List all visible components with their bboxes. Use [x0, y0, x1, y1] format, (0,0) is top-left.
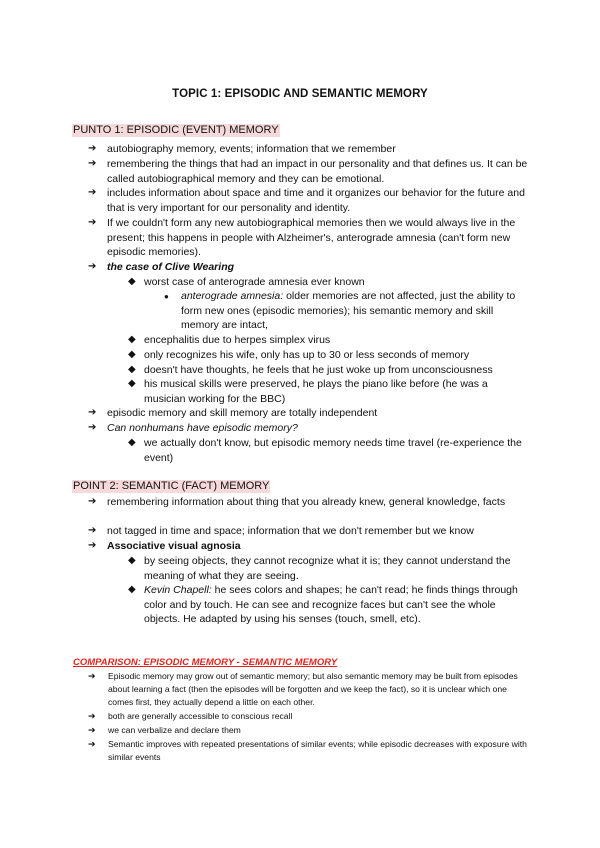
list-item: ● anterograde amnesia: older memories are not affected, just the ability to form new ones (episodic memories); his semantic memory and skill memory are intact,	[164, 290, 516, 332]
bullet-icon: ●	[164, 292, 169, 301]
diamond-icon: ◆	[128, 584, 136, 595]
section2-heading: POINT 2: SEMANTIC (FACT) MEMORY	[73, 480, 270, 492]
list-item: ➔ not tagged in time and space; information that we don't remember but we know	[88, 525, 474, 537]
list-item: ➔ we can verbalize and declare them	[88, 725, 241, 735]
arrow-icon: ➔	[88, 496, 97, 507]
section1-heading: PUNTO 1: EPISODIC (EVENT) MEMORY	[73, 124, 279, 136]
arrow-icon: ➔	[88, 540, 97, 551]
arrow-icon: ➔	[88, 407, 97, 418]
list-item: ◆ we actually don't know, but episodic memory needs time travel (re-experience the event)	[128, 437, 522, 464]
list-item: ◆ doesn't have thoughts, he feels that he just woke up from unconsciousness	[128, 364, 493, 376]
list-item: ➔ episodic memory and skill memory are totally independent	[88, 407, 378, 419]
list-item: ◆ encephalitis due to herpes simplex virus	[128, 334, 331, 346]
list-item: ➔ Episodic memory may grow out of semantic memory; but also semantic memory may be built from episodes about learning a fact (then the episodes will be forgotten and we keep the fact), so it is unclear which one comes first, they actually depend a little on each other.	[88, 671, 518, 707]
list-item: ➔ Associative visual agnosia	[88, 540, 241, 552]
list-item: ➔ remembering the things that had an impact in our personality and that defines us. It can be called autobiographical memory and they can be emotional.	[88, 158, 528, 185]
arrow-icon: ➔	[88, 525, 97, 536]
comparison-heading: COMPARISON: EPISODIC MEMORY - SEMANTIC MEMORY	[73, 657, 338, 668]
arrow-icon: ➔	[88, 261, 97, 272]
list-item: ◆ his musical skills were preserved, he plays the piano like before (he was a musician working for the BBC)	[128, 378, 488, 405]
arrow-icon: ➔	[88, 422, 97, 433]
list-item: ➔ includes information about space and time and it organizes our behavior for the future and that is very important for our personality and identity.	[88, 187, 525, 214]
arrow-icon: ➔	[88, 158, 97, 169]
diamond-icon: ◆	[128, 437, 136, 448]
list-item: ➔ the case of Clive Wearing	[88, 261, 235, 273]
list-item: ◆ Kevin Chapell: he sees colors and shapes; he can't read; he finds things through color and by touch. He can see and recognize faces but can't see the whole objects. He adapted by using his senses (touch, smell, etc).	[128, 584, 518, 626]
arrow-icon: ➔	[88, 217, 97, 228]
page-title: TOPIC 1: EPISODIC AND SEMANTIC MEMORY	[172, 88, 428, 100]
diamond-icon: ◆	[128, 364, 136, 375]
list-item: ◆ by seeing objects, they cannot recognize what it is; they cannot understand the meaning of what they are seeing.	[128, 555, 511, 582]
list-item: ➔ Can nonhumans have episodic memory?	[88, 422, 298, 434]
list-item: ◆ only recognizes his wife, only has up to 30 or less seconds of memory	[128, 349, 470, 361]
arrow-icon: ➔	[88, 725, 96, 735]
diamond-icon: ◆	[128, 334, 136, 345]
arrow-icon: ➔	[88, 143, 97, 154]
arrow-icon: ➔	[88, 187, 97, 198]
list-item: ➔ autobiography memory, events; information that we remember	[88, 143, 396, 155]
arrow-icon: ➔	[88, 739, 96, 749]
list-item: ◆ worst case of anterograde amnesia ever known	[128, 276, 365, 288]
arrow-icon: ➔	[88, 671, 96, 681]
diamond-icon: ◆	[128, 378, 136, 389]
arrow-icon: ➔	[88, 711, 96, 721]
list-item: ➔ If we couldn't form any new autobiographical memories then we would always live in the present; this happens in people with Alzheimer's, anterograde amnesia (can't form new episodic memories).	[88, 217, 516, 259]
diamond-icon: ◆	[128, 276, 136, 287]
list-item: ➔ Semantic improves with repeated presentations of similar events; while episodic decreases with exposure with similar events	[88, 739, 527, 762]
diamond-icon: ◆	[128, 555, 136, 566]
diamond-icon: ◆	[128, 349, 136, 360]
list-item: ➔ both are generally accessible to conscious recall	[88, 711, 293, 721]
list-item: ➔ remembering information about thing that you already knew, general knowledge, facts	[88, 496, 506, 508]
